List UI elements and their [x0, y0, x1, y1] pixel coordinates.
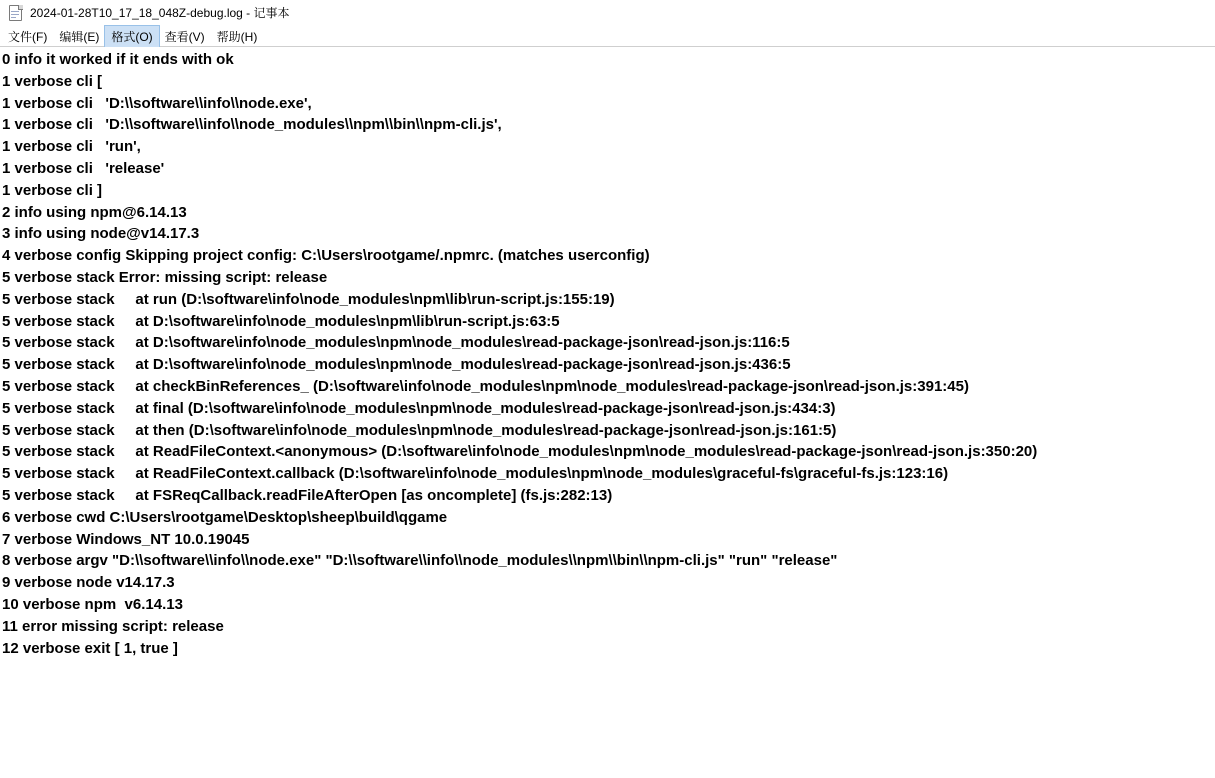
log-line: 2 info using npm@6.14.13	[2, 203, 187, 221]
log-line: 5 verbose stack at then (D:\software\info\node_modules\npm\node_modules\read-package-json\read-json.js:161:5)	[2, 421, 837, 439]
log-line: 1 verbose cli [	[2, 72, 103, 90]
log-line: 1 verbose cli 'run',	[2, 138, 141, 156]
menu-bar	[0, 26, 1215, 47]
log-line: 5 verbose stack Error: missing script: release	[2, 268, 328, 286]
menu-file[interactable]: 文件(F)	[8, 29, 48, 44]
menu-view[interactable]: 查看(V)	[164, 29, 205, 44]
log-line: 11 error missing script: release	[2, 617, 224, 635]
title-bar	[0, 0, 1215, 26]
window-title: 2024-01-28T10_17_18_048Z-debug.log - 记事本	[30, 6, 290, 20]
log-line: 0 info it worked if it ends with ok	[2, 51, 234, 68]
log-line: 5 verbose stack at checkBinReferences_ (D:\software\info\node_modules\npm\node_modules\read-package-json\read-json.js:391:45)	[2, 377, 969, 395]
log-line: 5 verbose stack at run (D:\software\info\node_modules\npm\lib\run-script.js:155:19)	[2, 290, 615, 308]
log-line: 1 verbose cli 'release'	[2, 159, 165, 177]
log-line: 5 verbose stack at D:\software\info\node_modules\npm\node_modules\read-package-json\read-json.js:116:5	[2, 334, 790, 352]
log-line: 1 verbose cli 'D:\\software\\info\\node_modules\\npm\\bin\\npm-cli.js',	[2, 116, 502, 134]
log-line: 1 verbose cli ]	[2, 181, 103, 199]
log-line: 7 verbose Windows_NT 10.0.19045	[2, 530, 250, 548]
log-line: 5 verbose stack at FSReqCallback.readFileAfterOpen [as oncomplete] (fs.js:282:13)	[2, 486, 613, 504]
log-line: 6 verbose cwd C:\Users\rootgame\Desktop\sheep\build\qgame	[2, 508, 448, 526]
log-line: 5 verbose stack at final (D:\software\info\node_modules\npm\node_modules\read-package-json\read-json.js:434:3)	[2, 399, 836, 417]
log-line: 10 verbose npm v6.14.13	[2, 595, 183, 613]
log-line: 8 verbose argv "D:\\software\\info\\node.exe" "D:\\software\\info\\node_modules\\npm\\bin\\npm-cli.js" "run" "release"	[2, 552, 838, 570]
menu-edit[interactable]: 编辑(E)	[59, 29, 100, 44]
menu-help[interactable]: 帮助(H)	[216, 29, 258, 44]
log-line: 5 verbose stack at D:\software\info\node_modules\npm\lib\run-script.js:63:5	[2, 312, 560, 330]
log-line: 9 verbose node v14.17.3	[2, 574, 175, 592]
log-line: 4 verbose config Skipping project config: C:\Users\rootgame/.npmrc. (matches userconfig)	[2, 247, 650, 265]
log-line: 12 verbose exit [ 1, true ]	[2, 639, 178, 657]
log-text-area[interactable]	[0, 47, 1215, 778]
log-line: 5 verbose stack at ReadFileContext.callback (D:\software\info\node_modules\npm\node_modules\graceful-fs\graceful-fs.js:123:16)	[2, 465, 949, 483]
log-line: 1 verbose cli 'D:\\software\\info\\node.exe',	[2, 94, 312, 112]
log-line: 5 verbose stack at D:\software\info\node_modules\npm\node_modules\read-package-json\read-json.js:436:5	[2, 356, 791, 374]
notepad-document-icon	[7, 4, 25, 22]
menu-format[interactable]: 格式(O)	[105, 26, 158, 47]
log-line: 3 info using node@v14.17.3	[2, 225, 200, 243]
log-line: 5 verbose stack at ReadFileContext.<anonymous> (D:\software\info\node_modules\npm\node_modules\read-package-json\read-json.js:350:20)	[2, 443, 1038, 461]
